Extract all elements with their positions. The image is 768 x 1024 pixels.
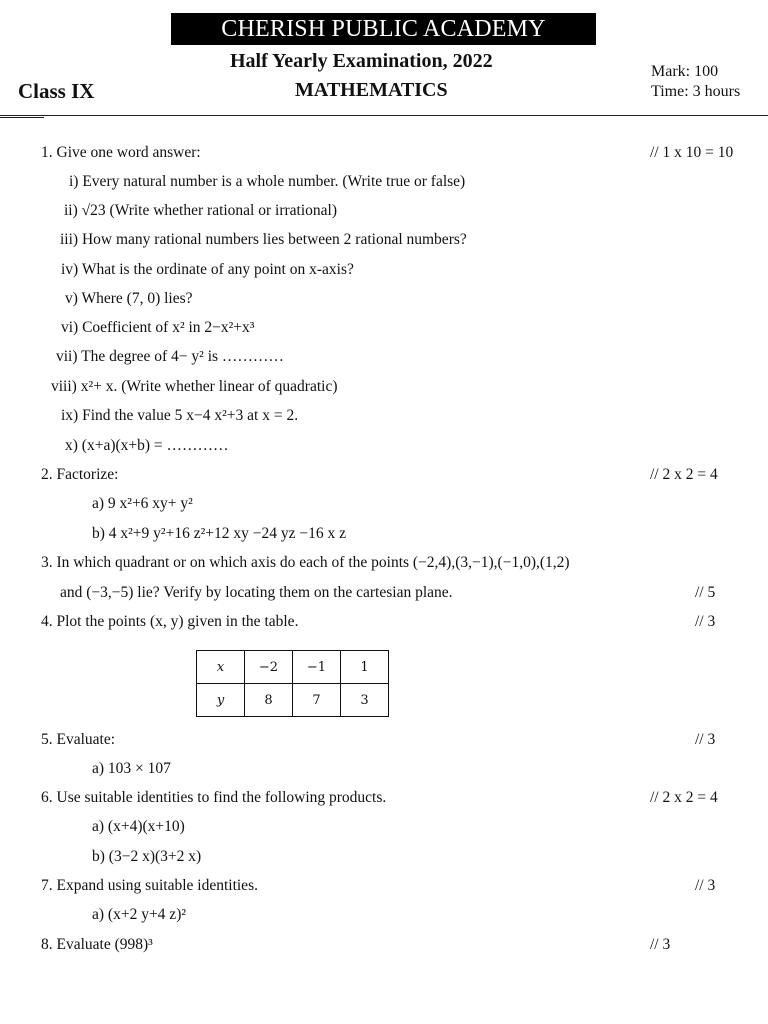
- table-cell: 8: [245, 684, 293, 717]
- question-1-title: 1. Give one word answer:: [41, 144, 201, 161]
- question-3-line-2: and (−3,−5) lie? Verify by locating them on the cartesian plane.: [60, 584, 453, 601]
- q1-item-x: x) (x+a)(x+b) = …………: [65, 437, 229, 454]
- question-6-marks: // 2 x 2 = 4: [650, 789, 718, 806]
- question-1-marks: // 1 x 10 = 10: [650, 144, 734, 161]
- q1-item-iii: iii) How many rational numbers lies between 2 rational numbers?: [60, 231, 467, 248]
- table-cell: 3: [341, 684, 389, 717]
- table-cell: −2: [245, 651, 293, 684]
- table-cell: 7: [293, 684, 341, 717]
- q2-item-b: b) 4 x²+9 y²+16 z²+12 xy −24 yz −16 x z: [92, 525, 346, 542]
- time-allowed: Time: 3 hours: [651, 83, 741, 100]
- school-name-banner: CHERISH PUBLIC ACADEMY: [171, 13, 596, 45]
- q2-item-a: a) 9 x²+6 xy+ y²: [92, 495, 193, 512]
- question-4-title: 4. Plot the points (x, y) given in the table.: [41, 613, 299, 630]
- q6-item-a: a) (x+4)(x+10): [92, 818, 185, 835]
- question-7-title: 7. Expand using suitable identities.: [41, 877, 258, 894]
- points-table: [196, 650, 389, 717]
- q1-item-vi: vi) Coefficient of x² in 2−x²+x³: [61, 319, 255, 336]
- question-8-title: 8. Evaluate (998)³: [41, 936, 153, 953]
- header-divider-accent: [0, 117, 44, 118]
- table-cell: −1: [293, 651, 341, 684]
- header-divider: [0, 115, 768, 116]
- question-3-marks: // 5: [695, 584, 716, 601]
- q1-item-viii: viii) x²+ x. (Write whether linear of quadratic): [51, 378, 338, 395]
- q1-item-v: v) Where (7, 0) lies?: [65, 290, 193, 307]
- question-4-marks: // 3: [695, 613, 716, 630]
- question-2-marks: // 2 x 2 = 4: [650, 466, 718, 483]
- q6-item-b: b) (3−2 x)(3+2 x): [92, 848, 202, 865]
- question-5-title: 5. Evaluate:: [41, 731, 116, 748]
- class-label: Class IX: [18, 79, 95, 103]
- q1-item-ii: ii) √23 (Write whether rational or irrational): [64, 202, 337, 219]
- question-2-title: 2. Factorize:: [41, 466, 119, 483]
- q5-item-a: a) 103 × 107: [92, 760, 171, 777]
- q1-item-ix: ix) Find the value 5 x−4 x²+3 at x = 2.: [61, 407, 299, 424]
- q1-item-i: i) Every natural number is a whole number. (Write true or false): [69, 173, 466, 190]
- total-marks: Mark: 100: [651, 63, 719, 80]
- subject-title: MATHEMATICS: [295, 79, 448, 101]
- question-7-marks: // 3: [695, 877, 716, 894]
- table-cell: 1: [341, 651, 389, 684]
- table-row-x: [197, 651, 389, 684]
- q1-item-iv: iv) What is the ordinate of any point on x-axis?: [61, 261, 354, 278]
- table-cell-x-label: x: [197, 651, 245, 684]
- question-5-marks: // 3: [695, 731, 716, 748]
- question-3-line-1: 3. In which quadrant or on which axis do each of the points (−2,4),(3,−1),(−1,0),(1,2): [41, 554, 570, 571]
- question-6-title: 6. Use suitable identities to find the following products.: [41, 789, 387, 806]
- q1-item-vii: vii) The degree of 4− y² is …………: [56, 348, 284, 365]
- exam-title: Half Yearly Examination, 2022: [230, 50, 493, 72]
- table-cell-y-label: y: [197, 684, 245, 717]
- q7-item-a: a) (x+2 y+4 z)²: [92, 906, 186, 923]
- table-row-y: [197, 684, 389, 717]
- question-8-marks: // 3: [650, 936, 671, 953]
